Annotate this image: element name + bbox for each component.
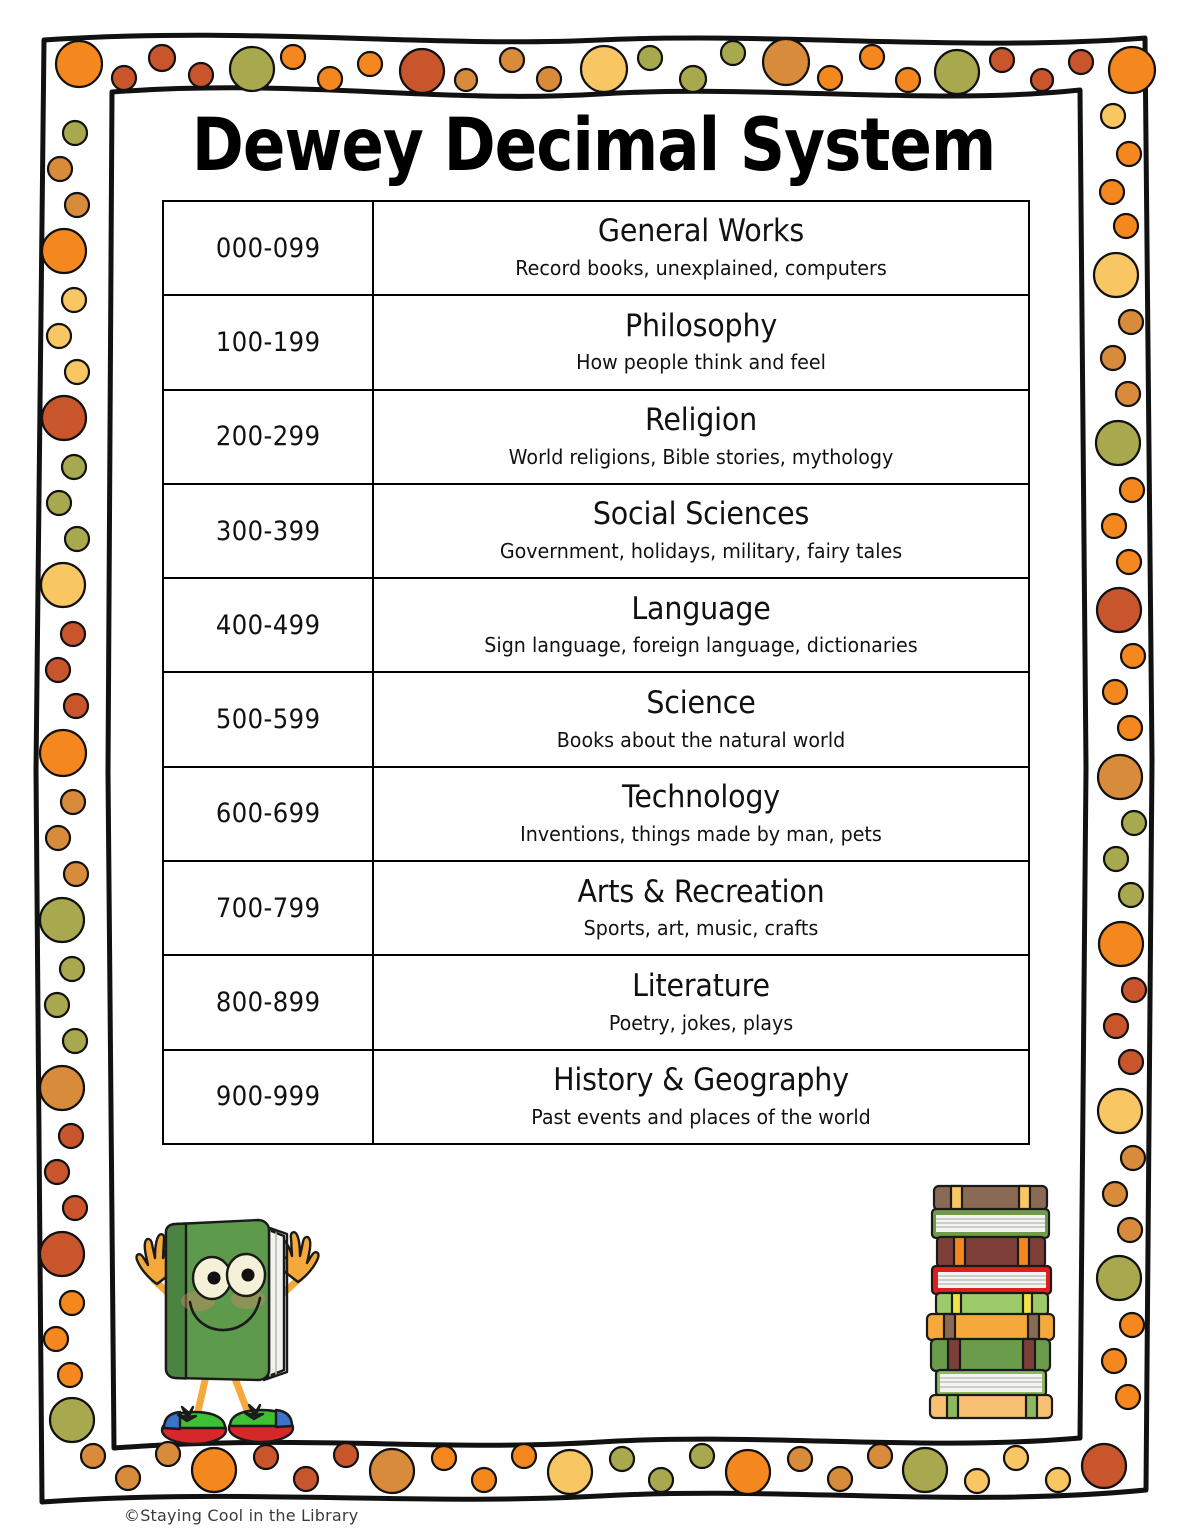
page-title: Dewey Decimal System [191,103,996,188]
stack-book-6 [927,1314,1054,1340]
category-description: Government, holidays, military, fairy tales [499,539,903,564]
range-cell [163,295,373,389]
description-cell [373,578,1029,672]
range-cell [163,861,373,955]
category-name: Literature [632,967,770,1004]
table-row [163,201,1029,295]
range-label: 300-399 [215,515,321,547]
stack-book-2 [932,1209,1049,1238]
range-label: 000-099 [215,232,321,264]
category-description: Inventions, things made by man, pets [520,821,882,846]
range-label: 900-999 [215,1081,321,1113]
description-cell [373,295,1029,389]
category-description: How people think and feel [576,350,826,375]
range-label: 800-899 [215,987,321,1019]
stack-book-3 [937,1237,1045,1267]
book-character-illustration [124,1198,334,1448]
description-cell [373,955,1029,1049]
category-name: Philosophy [624,307,778,344]
description-cell [373,767,1029,861]
stack-book-8 [936,1370,1046,1396]
book-stack-illustration [918,1178,1063,1428]
range-cell [163,578,373,672]
category-name: Science [646,684,756,721]
description-cell [373,390,1029,484]
category-name: Religion [644,402,758,439]
range-cell [163,484,373,578]
copyright-credit: ©Staying Cool in the Library [124,1506,359,1525]
table-row [163,295,1029,389]
range-label: 700-799 [215,892,321,924]
category-name: Social Sciences [592,496,810,533]
description-cell [373,672,1029,766]
range-cell [163,955,373,1049]
dewey-classification-table [162,200,1030,1145]
range-cell [163,201,373,295]
category-name: General Works [597,213,805,250]
range-cell [163,390,373,484]
category-name: Technology [622,779,780,816]
category-name: Arts & Recreation [577,873,825,910]
category-description: Past events and places of the world [531,1104,871,1129]
description-cell [373,484,1029,578]
category-description: Poetry, jokes, plays [608,1010,794,1035]
table-row [163,578,1029,672]
table-row [163,1050,1029,1144]
range-cell [163,767,373,861]
table-row [163,955,1029,1049]
table-row [163,767,1029,861]
table-row [163,390,1029,484]
stack-book-5 [936,1293,1048,1315]
range-label: 100-199 [215,326,321,358]
range-label: 400-499 [215,609,321,641]
stack-book-7 [931,1339,1050,1371]
category-name: Language [631,590,771,627]
stack-book-4 [932,1266,1051,1294]
description-cell [373,861,1029,955]
right-pupil [242,1269,255,1282]
category-description: Record books, unexplained, computers [515,256,887,281]
category-description: Sports, art, music, crafts [583,916,819,941]
category-description: World religions, Bible stories, mythology [508,444,894,469]
category-name: History & Geography [553,1062,849,1099]
stack-book-1 [934,1186,1047,1210]
range-label: 200-299 [215,421,321,453]
range-cell [163,672,373,766]
stack-book-9 [930,1395,1052,1418]
category-description: Books about the natural world [556,727,846,752]
left-pupil [208,1272,221,1285]
description-cell [373,1050,1029,1144]
range-label: 500-599 [215,704,321,736]
range-label: 600-699 [215,798,321,830]
left-shoe [162,1407,226,1444]
right-shoe [229,1405,293,1442]
table-row [163,861,1029,955]
category-description: Sign language, foreign language, dictionaries [484,633,918,658]
description-cell [373,201,1029,295]
table-row [163,672,1029,766]
table-row [163,484,1029,578]
range-cell [163,1050,373,1144]
